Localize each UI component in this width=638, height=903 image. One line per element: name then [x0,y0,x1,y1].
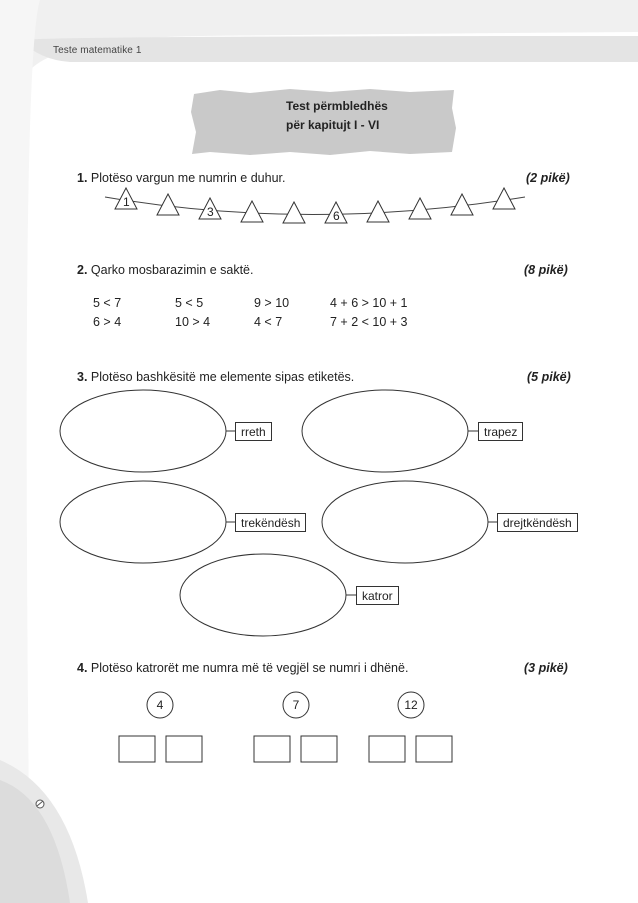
inequality[interactable]: 4 < 7 [254,315,283,329]
set-label-trapez: trapez [478,422,523,441]
question-1 [77,171,285,185]
banner-line-2: për kapitujt I - VI [286,118,380,132]
answer-box [416,736,452,762]
set-label-drejtkendesh: drejtkëndësh [497,513,578,532]
sequence-flag[interactable] [493,188,515,209]
set-ellipse-katror [180,554,346,636]
sequence-flag[interactable] [241,201,263,222]
set-label-katror: katror [356,586,399,605]
sequence-flag[interactable] [367,201,389,222]
sequence-flag[interactable] [283,202,305,223]
question-points: (5 pikë) [527,370,571,384]
question-number: 4. [77,661,88,675]
inequality[interactable]: 6 > 4 [93,315,122,329]
question-text: Plotëso bashkësitë me elemente sipas etiketës. [90,370,355,384]
question-number: 3. [77,370,88,384]
flag-number: 3 [207,205,214,219]
inequality[interactable]: 10 > 4 [175,315,211,329]
page-corner-icon [36,800,44,808]
answer-box [119,736,155,762]
answer-box [254,736,290,762]
answer-box [166,736,202,762]
inequality[interactable]: 4 + 6 > 10 + 1 [330,296,408,310]
set-ellipse-rreth [60,390,226,472]
set-ellipse-drejtkendesh [322,481,488,563]
question-text: Plotëso vargun me numrin e duhur. [90,171,286,185]
question-points: (8 pikë) [524,263,568,277]
sequence-flag[interactable] [157,194,179,215]
question-points: (3 pikë) [524,661,568,675]
inequality[interactable]: 7 + 2 < 10 + 3 [330,315,408,329]
set-ellipse-trekendesh [60,481,226,563]
inequality[interactable]: 5 < 5 [175,296,204,310]
banner-line-1: Test përmbledhës [286,99,388,113]
set-ellipse-trapez [302,390,468,472]
question-number: 2. [77,263,88,277]
flag-number: 6 [333,209,340,223]
answer-box [369,736,405,762]
question-points: (2 pikë) [526,171,570,185]
question-number: 1. [77,171,88,185]
given-number: 7 [292,698,300,712]
inequality[interactable]: 5 < 7 [93,296,122,310]
question-text: Qarko mosbarazimin e saktë. [90,263,254,277]
question-4 [77,661,408,675]
question-text: Plotëso katrorët me numra më të vegjël se numri i dhënë. [90,661,409,675]
flag-number: 1 [123,195,130,209]
set-label-trekendesh: trekëndësh [235,513,306,532]
inequality[interactable]: 9 > 10 [254,296,290,310]
set-label-rreth: rreth [235,422,272,441]
given-number: 4 [156,698,164,712]
question-2 [77,263,253,277]
sequence-flag[interactable] [409,198,431,219]
header-title: Teste matematike 1 [53,45,142,56]
question-3 [77,370,354,384]
given-number: 12 [404,698,418,712]
answer-box [301,736,337,762]
